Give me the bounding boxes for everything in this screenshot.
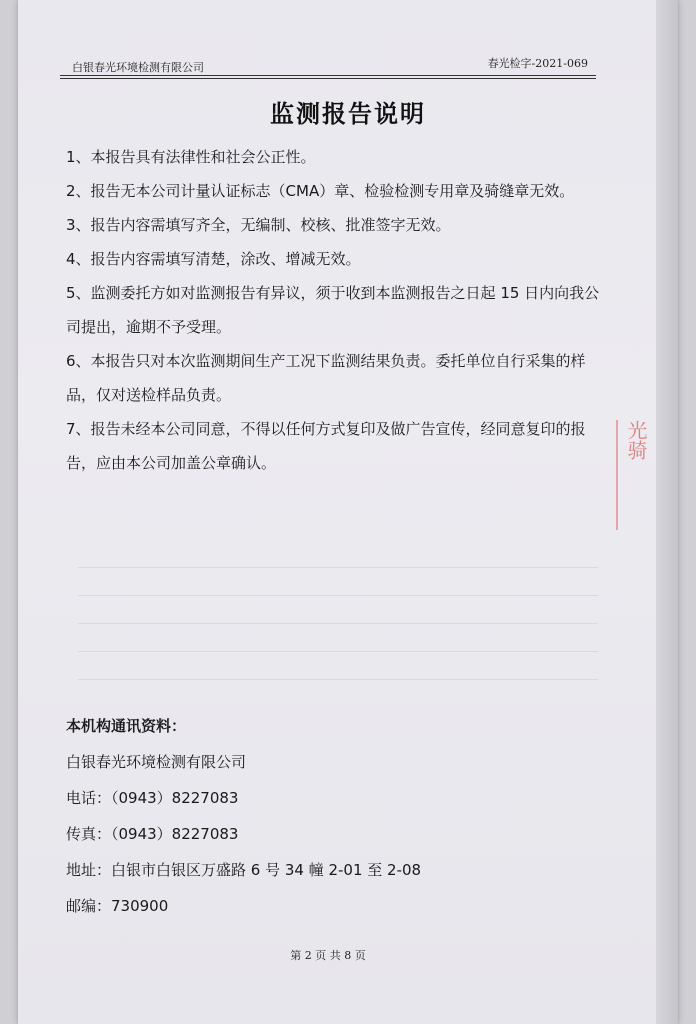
next-page-edge [656, 0, 678, 1024]
header-company: 白银春光环境检测有限公司 [72, 61, 204, 74]
note-item-3: 3、报告内容需填写齐全，无编制、校核、批准签字无效。 [66, 216, 451, 234]
page-header [62, 55, 594, 77]
header-rule [60, 75, 596, 76]
bleed-through-shadow [78, 560, 598, 680]
contact-address: 地址：白银市白银区万盛路 6 号 34 幢 2-01 至 2-08 [66, 861, 422, 879]
note-item-6: 6、本报告只对本次监测期间生产工况下监测结果负责。委托单位自行采集的样品，仅对送检样品负责。 [66, 352, 586, 404]
document-page [18, 0, 678, 1024]
page-title: 监测报告说明 [270, 100, 426, 128]
contact-phone: 电话：（0943）8227083 [66, 789, 239, 807]
seal-text: 光骑 [624, 420, 648, 460]
contact-heading: 本机构通讯资料： [66, 717, 187, 735]
note-item-5: 5、监测委托方如对监测报告有异议，须于收到本监测报告之日起 15 日内向我公司提出，逾期不予受理。 [66, 284, 600, 336]
page-number: 第 2 页 共 8 页 [290, 949, 366, 962]
contact-postcode: 邮编：730900 [66, 897, 169, 915]
note-item-7: 7、报告未经本公司同意，不得以任何方式复印及做广告宣传，经同意复印的报告，应由本公司加盖公章确认。 [66, 420, 586, 472]
contact-info [66, 708, 566, 924]
header-rule-double [60, 78, 596, 79]
header-report-number: 春光检字-2021-069 [487, 57, 588, 70]
contact-fax: 传真：（0943）8227083 [66, 825, 239, 843]
note-item-4: 4、报告内容需填写清楚，涂改、增减无效。 [66, 250, 361, 268]
notes-list [66, 140, 606, 480]
seam-seal-stamp [616, 420, 654, 530]
note-item-1: 1、本报告具有法律性和社会公正性。 [66, 148, 316, 166]
contact-company: 白银春光环境检测有限公司 [66, 753, 247, 771]
note-item-2: 2、报告无本公司计量认证标志（CMA）章、检验检测专用章及骑缝章无效。 [66, 182, 575, 200]
